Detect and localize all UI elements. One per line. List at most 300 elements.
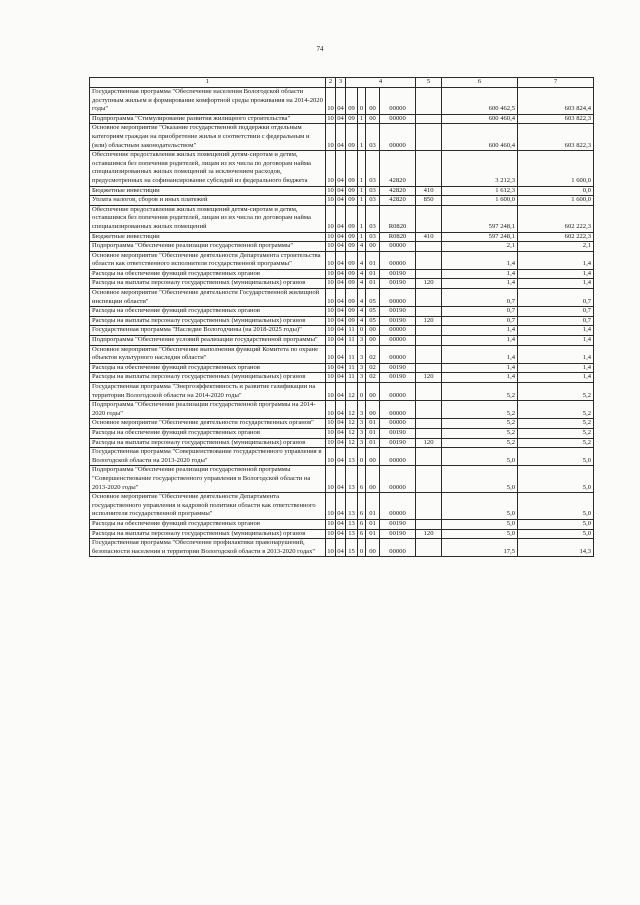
section-code: 10 [326,529,336,539]
page-number: 74 [316,45,324,53]
section-code: 10 [326,279,336,289]
table-row [90,307,594,317]
subprogram-code: 1 [358,124,366,151]
direction-code: 42820 [380,196,416,206]
expense-type-code: 410 [416,186,442,196]
table-row [90,373,594,383]
direction-code: 00000 [380,448,416,466]
subsection-code: 04 [336,519,346,529]
amount-year-1: 0,7 [442,289,518,307]
activity-code: 00 [366,539,380,557]
activity-code: 01 [366,419,380,429]
subsection-code: 04 [336,151,346,186]
amount-year-1: 2,1 [442,242,518,252]
program-code: 09 [346,205,358,232]
subprogram-code: 1 [358,196,366,206]
subprogram-code: 4 [358,242,366,252]
table-row [90,519,594,529]
subsection-code: 04 [336,326,346,336]
program-code: 11 [346,363,358,373]
program-code: 09 [346,269,358,279]
subsection-code: 04 [336,251,346,269]
activity-code: 00 [366,383,380,401]
activity-code: 00 [366,88,380,115]
table-row [90,326,594,336]
row-description: Подпрограмма "Стимулирование развития жилищного строительства" [90,114,326,124]
amount-year-1: 1,4 [442,326,518,336]
direction-code: 42820 [380,151,416,186]
subprogram-code: 3 [358,345,366,363]
section-code: 10 [326,114,336,124]
activity-code: 05 [366,316,380,326]
expense-type-code [416,448,442,466]
table-row [90,269,594,279]
direction-code: 00190 [380,307,416,317]
section-code: 10 [326,345,336,363]
amount-year-1: 1,4 [442,363,518,373]
amount-year-2: 602 222,3 [518,232,594,242]
column-header: 7 [518,78,594,88]
table-row [90,539,594,557]
program-code: 09 [346,251,358,269]
program-code: 12 [346,428,358,438]
table-row [90,383,594,401]
amount-year-1: 600 460,4 [442,124,518,151]
table-row [90,242,594,252]
program-code: 12 [346,419,358,429]
row-description: Бюджетные инвестиции [90,232,326,242]
amount-year-2: 0,7 [518,289,594,307]
expense-type-code: 120 [416,438,442,448]
section-code: 10 [326,151,336,186]
activity-code: 05 [366,289,380,307]
section-code: 10 [326,269,336,279]
activity-code: 02 [366,363,380,373]
activity-code: 02 [366,373,380,383]
program-code: 09 [346,88,358,115]
section-code: 10 [326,186,336,196]
program-code: 09 [346,151,358,186]
amount-year-2: 602 222,3 [518,205,594,232]
amount-year-2: 0,7 [518,316,594,326]
amount-year-1: 600 462,5 [442,88,518,115]
subprogram-code: 6 [358,529,366,539]
subprogram-code: 6 [358,493,366,520]
amount-year-2: 5,2 [518,428,594,438]
subprogram-code: 0 [358,539,366,557]
row-description: Расходы на обеспечение функций государственных органов [90,519,326,529]
subprogram-code: 1 [358,232,366,242]
activity-code: 01 [366,428,380,438]
subprogram-code: 4 [358,279,366,289]
row-description: Государственная программа "Наследие Вологодчины (на 2018-2025 годы)" [90,326,326,336]
section-code: 10 [326,363,336,373]
row-description: Обеспечение предоставления жилых помещений детям-сиротам и детям, оставшимся без попечения родителей, лицам из их числа по договорам найма специализированных жилых помещений за исключением расходов, предусмотренных на софинансирование субсидий из федерального бюджета [90,151,326,186]
row-description: Расходы на выплаты персоналу государственных (муниципальных) органов [90,529,326,539]
column-header: 5 [416,78,442,88]
row-description: Расходы на обеспечение функций государственных органов [90,307,326,317]
activity-code: 02 [366,345,380,363]
row-description: Расходы на обеспечение функций государственных органов [90,428,326,438]
amount-year-2: 5,2 [518,401,594,419]
program-code: 15 [346,539,358,557]
subprogram-code: 3 [358,419,366,429]
amount-year-2: 1,4 [518,345,594,363]
amount-year-1: 3 212,3 [442,151,518,186]
section-code: 10 [326,88,336,115]
activity-code: 00 [366,466,380,493]
column-header: 2 [326,78,336,88]
table-row [90,196,594,206]
amount-year-2: 0,7 [518,307,594,317]
section-code: 10 [326,493,336,520]
table-row [90,124,594,151]
subprogram-code: 4 [358,289,366,307]
amount-year-1: 5,0 [442,466,518,493]
row-description: Основное мероприятие "Обеспечение деятельности Департамента государственного управления и кадровой политики области как ответственного исполнителя государственной программы" [90,493,326,520]
subprogram-code: 0 [358,88,366,115]
section-code: 10 [326,326,336,336]
subprogram-code: 3 [358,363,366,373]
subsection-code: 04 [336,363,346,373]
program-code: 13 [346,466,358,493]
subsection-code: 04 [336,186,346,196]
row-description: Подпрограмма "Обеспечение условий реализации государственной программы" [90,336,326,346]
amount-year-1: 5,2 [442,401,518,419]
subprogram-code: 4 [358,269,366,279]
direction-code: 00000 [380,466,416,493]
section-code: 10 [326,428,336,438]
expense-type-code [416,88,442,115]
expense-type-code [416,428,442,438]
direction-code: 00000 [380,242,416,252]
row-description: Государственная программа "Энергоэффективность и развитие газификации на территории Вологодской области на 2014-2020 годы" [90,383,326,401]
subsection-code: 04 [336,196,346,206]
subprogram-code: 3 [358,428,366,438]
subsection-code: 04 [336,336,346,346]
subsection-code: 04 [336,316,346,326]
expense-type-code [416,383,442,401]
amount-year-1: 1 600,0 [442,196,518,206]
table-row [90,428,594,438]
amount-year-1: 1,4 [442,279,518,289]
program-code: 11 [346,336,358,346]
expense-type-code: 120 [416,279,442,289]
expense-type-code [416,336,442,346]
subsection-code: 04 [336,242,346,252]
amount-year-1: 5,2 [442,419,518,429]
amount-year-2: 2,1 [518,242,594,252]
direction-code: 00000 [380,124,416,151]
amount-year-1: 1,4 [442,336,518,346]
row-description: Расходы на выплаты персоналу государственных (муниципальных) органов [90,316,326,326]
direction-code: 00000 [380,326,416,336]
program-code: 12 [346,401,358,419]
amount-year-1: 600 460,4 [442,114,518,124]
program-code: 12 [346,438,358,448]
subsection-code: 04 [336,279,346,289]
expense-type-code [416,114,442,124]
amount-year-2: 1 600,0 [518,151,594,186]
table-row [90,493,594,520]
amount-year-1: 17,5 [442,539,518,557]
direction-code: 00000 [380,251,416,269]
row-description: Подпрограмма "Обеспечение реализации государственной программы" [90,242,326,252]
row-description: Основное мероприятие "Обеспечение деятельности Государственной жилищной инспекции области" [90,289,326,307]
table-row [90,289,594,307]
activity-code: 00 [366,401,380,419]
table-row [90,448,594,466]
direction-code: 00190 [380,529,416,539]
activity-code: 00 [366,326,380,336]
amount-year-1: 5,0 [442,493,518,520]
row-description: Основное мероприятие "Обеспечение деятельности Департамента строительства области как ответственного исполнителя государственной программы" [90,251,326,269]
expense-type-code: 120 [416,529,442,539]
table-header-row [90,78,594,88]
section-code: 10 [326,539,336,557]
amount-year-1: 5,2 [442,438,518,448]
expense-type-code [416,269,442,279]
expense-type-code [416,205,442,232]
activity-code: 01 [366,269,380,279]
expense-type-code [416,307,442,317]
program-code: 13 [346,448,358,466]
direction-code: 00190 [380,438,416,448]
amount-year-1: 0,7 [442,316,518,326]
direction-code: R0820 [380,232,416,242]
section-code: 10 [326,316,336,326]
expense-type-code [416,345,442,363]
direction-code: 00000 [380,493,416,520]
column-header: 6 [442,78,518,88]
direction-code: 00190 [380,373,416,383]
subprogram-code: 0 [358,326,366,336]
subsection-code: 04 [336,205,346,232]
expense-type-code [416,124,442,151]
activity-code: 03 [366,205,380,232]
section-code: 10 [326,242,336,252]
program-code: 12 [346,383,358,401]
subsection-code: 04 [336,529,346,539]
row-description: Государственная программа "Обеспечение профилактики правонарушений, безопасности населения и территории Вологодской области в 2013-2020 годах" [90,539,326,557]
direction-code: R0820 [380,205,416,232]
subprogram-code: 1 [358,114,366,124]
subsection-code: 04 [336,493,346,520]
table-row [90,186,594,196]
program-code: 13 [346,529,358,539]
amount-year-1: 597 248,1 [442,232,518,242]
subsection-code: 04 [336,448,346,466]
subprogram-code: 1 [358,205,366,232]
activity-code: 01 [366,529,380,539]
expense-type-code [416,251,442,269]
amount-year-1: 5,2 [442,383,518,401]
subsection-code: 04 [336,114,346,124]
direction-code: 42820 [380,186,416,196]
direction-code: 00190 [380,316,416,326]
program-code: 09 [346,114,358,124]
direction-code: 00000 [380,401,416,419]
table-row [90,251,594,269]
row-description: Основное мероприятие "Обеспечение деятельности государственных органов" [90,419,326,429]
activity-code: 03 [366,232,380,242]
subprogram-code: 6 [358,466,366,493]
expense-type-code [416,326,442,336]
subsection-code: 04 [336,383,346,401]
amount-year-2: 603 822,3 [518,124,594,151]
row-description: Расходы на выплаты персоналу государственных (муниципальных) органов [90,373,326,383]
amount-year-2: 5,0 [518,529,594,539]
row-description: Уплата налогов, сборов и иных платежей [90,196,326,206]
amount-year-2: 1 600,0 [518,196,594,206]
direction-code: 00000 [380,88,416,115]
subprogram-code: 0 [358,383,366,401]
activity-code: 01 [366,519,380,529]
table-row [90,345,594,363]
amount-year-2: 5,2 [518,419,594,429]
subsection-code: 04 [336,401,346,419]
amount-year-2: 5,0 [518,466,594,493]
amount-year-2: 5,0 [518,519,594,529]
direction-code: 00000 [380,114,416,124]
section-code: 10 [326,419,336,429]
row-description: Государственная программа "Обеспечение населения Вологодской области доступным жильем и формирование комфортной среды проживания на 2014-2020 годы" [90,88,326,115]
amount-year-1: 1,4 [442,251,518,269]
subsection-code: 04 [336,373,346,383]
section-code: 10 [326,232,336,242]
subsection-code: 04 [336,345,346,363]
amount-year-2: 1,4 [518,251,594,269]
section-code: 10 [326,196,336,206]
direction-code: 00190 [380,363,416,373]
amount-year-1: 5,0 [442,448,518,466]
column-header: 3 [336,78,346,88]
program-code: 09 [346,316,358,326]
amount-year-1: 597 248,1 [442,205,518,232]
expense-type-code [416,519,442,529]
direction-code: 00000 [380,336,416,346]
activity-code: 03 [366,186,380,196]
subsection-code: 04 [336,88,346,115]
amount-year-2: 1,4 [518,279,594,289]
amount-year-1: 0,7 [442,307,518,317]
subprogram-code: 1 [358,186,366,196]
section-code: 10 [326,205,336,232]
amount-year-2: 14,3 [518,539,594,557]
subsection-code: 04 [336,419,346,429]
table-row [90,232,594,242]
amount-year-2: 5,2 [518,383,594,401]
activity-code: 03 [366,196,380,206]
subsection-code: 04 [336,438,346,448]
table-row [90,438,594,448]
direction-code: 00000 [380,289,416,307]
subprogram-code: 4 [358,316,366,326]
direction-code: 00000 [380,539,416,557]
expense-type-code [416,151,442,186]
subsection-code: 04 [336,124,346,151]
table-row [90,363,594,373]
amount-year-1: 1,4 [442,269,518,279]
subprogram-code: 1 [358,151,366,186]
subprogram-code: 3 [358,373,366,383]
program-code: 09 [346,196,358,206]
subsection-code: 04 [336,466,346,493]
amount-year-2: 1,4 [518,269,594,279]
budget-table [89,77,594,557]
amount-year-1: 5,2 [442,428,518,438]
program-code: 13 [346,519,358,529]
direction-code: 00190 [380,269,416,279]
subprogram-code: 3 [358,336,366,346]
program-code: 09 [346,232,358,242]
amount-year-1: 5,0 [442,529,518,539]
program-code: 09 [346,124,358,151]
row-description: Государственная программа "Совершенствование государственного управления в Вологодской области на 2013-2020 годы" [90,448,326,466]
section-code: 10 [326,519,336,529]
expense-type-code [416,539,442,557]
section-code: 10 [326,373,336,383]
activity-code: 00 [366,336,380,346]
subprogram-code: 6 [358,519,366,529]
program-code: 09 [346,242,358,252]
section-code: 10 [326,466,336,493]
amount-year-1: 1 612,3 [442,186,518,196]
row-description: Основное мероприятие "Оказание государственной поддержки отдельным категориям граждан на приобретение жилья в соответствии с федеральным и (или) областным законодательством" [90,124,326,151]
activity-code: 05 [366,307,380,317]
amount-year-2: 5,2 [518,438,594,448]
expense-type-code: 120 [416,373,442,383]
subprogram-code: 3 [358,438,366,448]
program-code: 09 [346,186,358,196]
amount-year-2: 1,4 [518,326,594,336]
direction-code: 00190 [380,428,416,438]
subsection-code: 04 [336,539,346,557]
program-code: 11 [346,326,358,336]
row-description: Основное мероприятие "Обеспечение выполнения функций Комитета по охране объектов культурного наследия области" [90,345,326,363]
direction-code: 00000 [380,419,416,429]
program-code: 13 [346,493,358,520]
table-row [90,151,594,186]
section-code: 10 [326,289,336,307]
subprogram-code: 0 [358,448,366,466]
activity-code: 03 [366,151,380,186]
table-row [90,279,594,289]
subprogram-code: 3 [358,401,366,419]
amount-year-2: 603 822,3 [518,114,594,124]
expense-type-code [416,289,442,307]
subprogram-code: 4 [358,251,366,269]
activity-code: 01 [366,438,380,448]
expense-type-code: 850 [416,196,442,206]
activity-code: 00 [366,114,380,124]
direction-code: 00000 [380,383,416,401]
subprogram-code: 4 [358,307,366,317]
expense-type-code: 410 [416,232,442,242]
activity-code: 00 [366,448,380,466]
program-code: 09 [346,279,358,289]
section-code: 10 [326,336,336,346]
section-code: 10 [326,124,336,151]
table-row [90,401,594,419]
section-code: 10 [326,438,336,448]
direction-code: 00190 [380,279,416,289]
table-row [90,529,594,539]
amount-year-2: 1,4 [518,373,594,383]
row-description: Подпрограмма "Обеспечение реализации государственной программы на 2014-2020 годы" [90,401,326,419]
amount-year-1: 1,4 [442,345,518,363]
table-row [90,114,594,124]
